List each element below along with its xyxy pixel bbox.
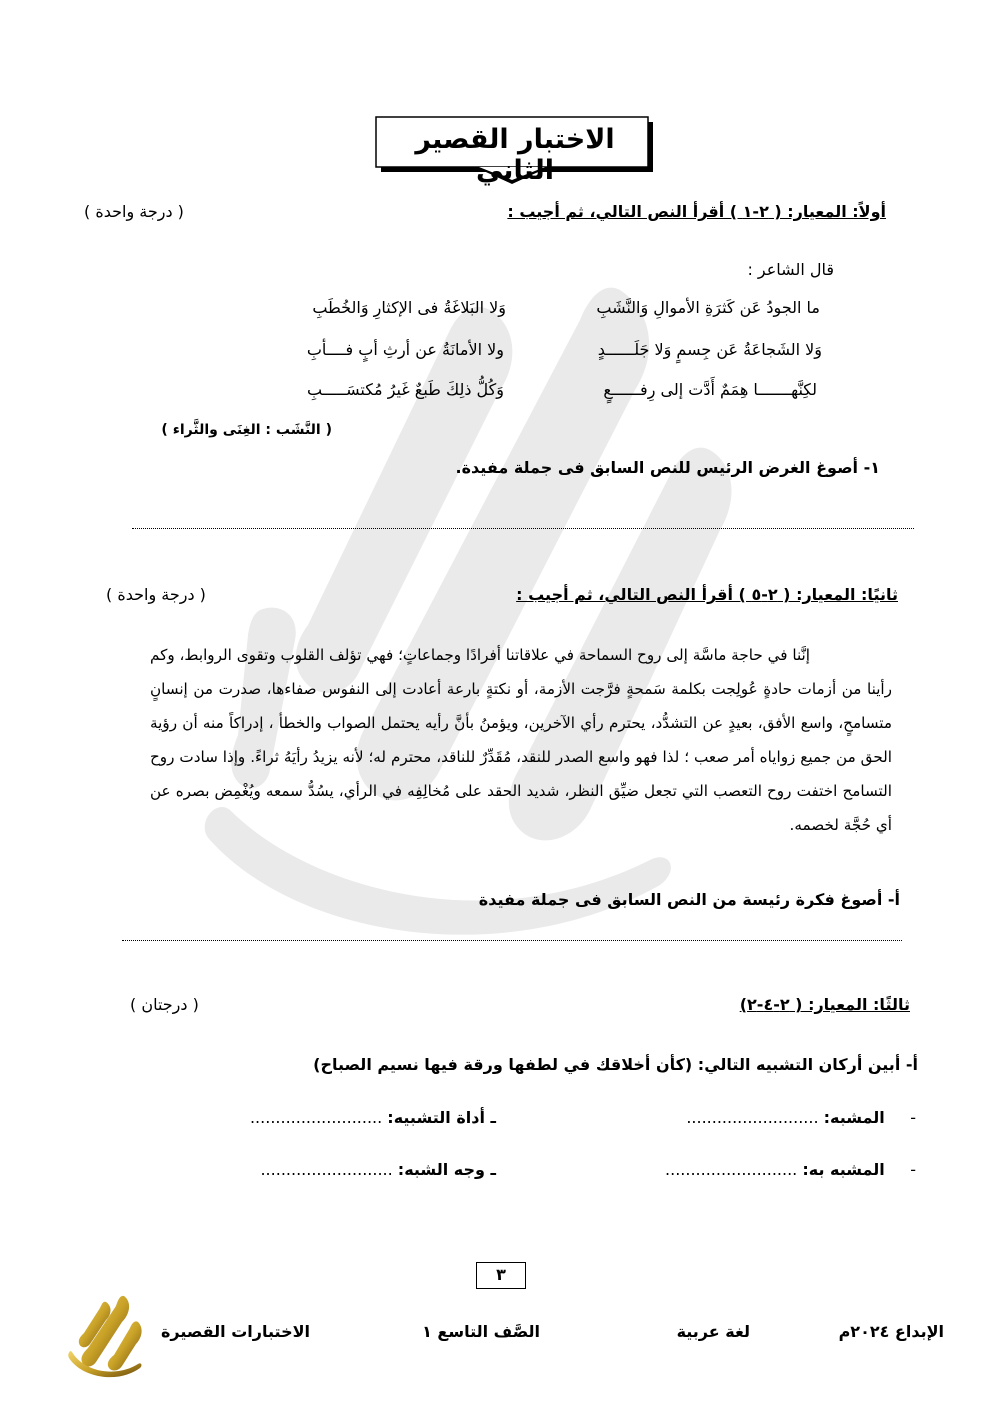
title-banner bbox=[375, 116, 655, 186]
reading-passage: إنَّنا في حاجة ماسَّة إلى روح السماحة في علاقاتنا أفرادًا وجماعاتٍ؛ فهي تؤلف القلوب وتقوى الروابط، وكم رأينا من أزمات حادةٍ عُولِجت بكلمة سَمحةٍ فرَّجت الأزمة، أو نكتةٍ بارعة أعادت إلى النفوس صفاءها، صدرت من إنسانٍ متسامحٍ، واسع الأفق، بعيدٍ عن التشدُّد، يحترم رأي الآخرين، ويؤمنُ بأنَّ رأيه يحتمل الصواب والخطأ ، إدراكاً منه أن رؤية الحق من جميع زواياه أمر صعب ؛ لذا فهو واسع الصدر للنقد، مُقَدِّرٌ للناقد، محترم له؛ لأنه يزيدُ رأيَهُ ثراءً. وإذا سادت روح التسامح اختفت روح التعصب التي تجعل ضيِّق النظر، شديد الحقد على مُخالِفِه في الرأي، يسُدُّ سمعه ويُغْمِض بصره عن أي حُجَّة لخصمه. bbox=[150, 646, 892, 834]
simile-item-vehicle bbox=[665, 1160, 916, 1179]
footer-grade: الصَّف التاسع ١ bbox=[422, 1322, 540, 1341]
section1-header: أولاً: المعيار: ( ٢-١ ) أقرأ النص التالي، ثم أجيب : bbox=[507, 202, 886, 221]
tool-label: ـ أداة التشبيه: bbox=[387, 1108, 496, 1127]
section3-grade: ( درجتان ) bbox=[130, 995, 199, 1014]
item-dash: - bbox=[910, 1108, 916, 1127]
footer-publisher: الإبداع ٢٠٢٤م bbox=[838, 1322, 944, 1341]
answer-line-2[interactable] bbox=[122, 940, 902, 941]
vehicle-label: المشبه به: bbox=[802, 1160, 885, 1179]
tenor-answer[interactable]: .......................... bbox=[686, 1108, 819, 1127]
verse-1-first: ما الجودُ عَن كَثرَةِ الأموالِ وَالنَّشَبِ bbox=[596, 298, 820, 317]
publisher-logo-icon bbox=[66, 1292, 148, 1378]
section1-grade: ( درجة واحدة ) bbox=[84, 202, 184, 221]
section3-header: ثالثًا: المعيار: ( ٢-٤-٢) bbox=[739, 995, 910, 1014]
verse-3-first: لكِنَّهـــــــا هِمَمٌ أَدَّت إلى رِفــــــعٍ bbox=[603, 380, 817, 399]
page-title: الاختبار القصير الثاني bbox=[415, 124, 615, 186]
section2-header: ثانيًا: المعيار: ( ٢-٥ ) أقرأ النص التالي، ثم أجيب : bbox=[516, 585, 898, 604]
verse-3-second: وَكُلُّ ذلِكَ طَبعٌ غَيرُ مُكتسَـــــبِ bbox=[306, 380, 504, 399]
tool-answer[interactable]: .......................... bbox=[249, 1108, 383, 1127]
section2-question: أ- أصوغ فكرة رئيسة من النص السابق فى جملة مفيدة bbox=[478, 890, 900, 909]
simile-item-ground bbox=[260, 1160, 496, 1179]
page-number: ٣ bbox=[476, 1262, 526, 1289]
vocab-gloss: ( النَّشَب : الغِنَى والثَّراء ) bbox=[161, 422, 332, 438]
vehicle-answer[interactable]: .......................... bbox=[665, 1160, 798, 1179]
verse-1-second: وَلا البَلاغَةُ فى الإكثارِ وَالخُطَبِ bbox=[312, 298, 506, 317]
simile-item-tool bbox=[250, 1108, 496, 1127]
section1-question: ١- أصوغ الغرض الرئيس للنص السابق فى جملة مفيدة. bbox=[455, 458, 880, 477]
ground-answer[interactable]: .......................... bbox=[260, 1160, 393, 1179]
section3-question: أ- أبين أركان التشبيه التالي: (كأن أخلاقك في لطفها ورقة فيها نسيم الصباح) bbox=[313, 1055, 918, 1074]
simile-item-tenor bbox=[686, 1108, 916, 1127]
poem-intro: قال الشاعر : bbox=[747, 260, 834, 279]
item-dash: - bbox=[910, 1160, 916, 1179]
footer-subject: لغة عربية bbox=[676, 1322, 750, 1341]
section2-grade: ( درجة واحدة ) bbox=[106, 585, 206, 604]
answer-line-1[interactable] bbox=[132, 528, 914, 529]
verse-2-first: وَلا الشَجاعَةُ عَن جِسمٍ وَلا جَلَــــــدٍ bbox=[597, 340, 822, 359]
footer-series: الاختبارات القصيرة bbox=[160, 1322, 310, 1341]
tenor-label: المشبه: bbox=[823, 1108, 885, 1127]
verse-2-second: ولا الأمانَةُ عن أرثِ أبٍ فــــأبِ bbox=[306, 340, 504, 359]
ground-label: ـ وجه الشبه: bbox=[397, 1160, 496, 1179]
